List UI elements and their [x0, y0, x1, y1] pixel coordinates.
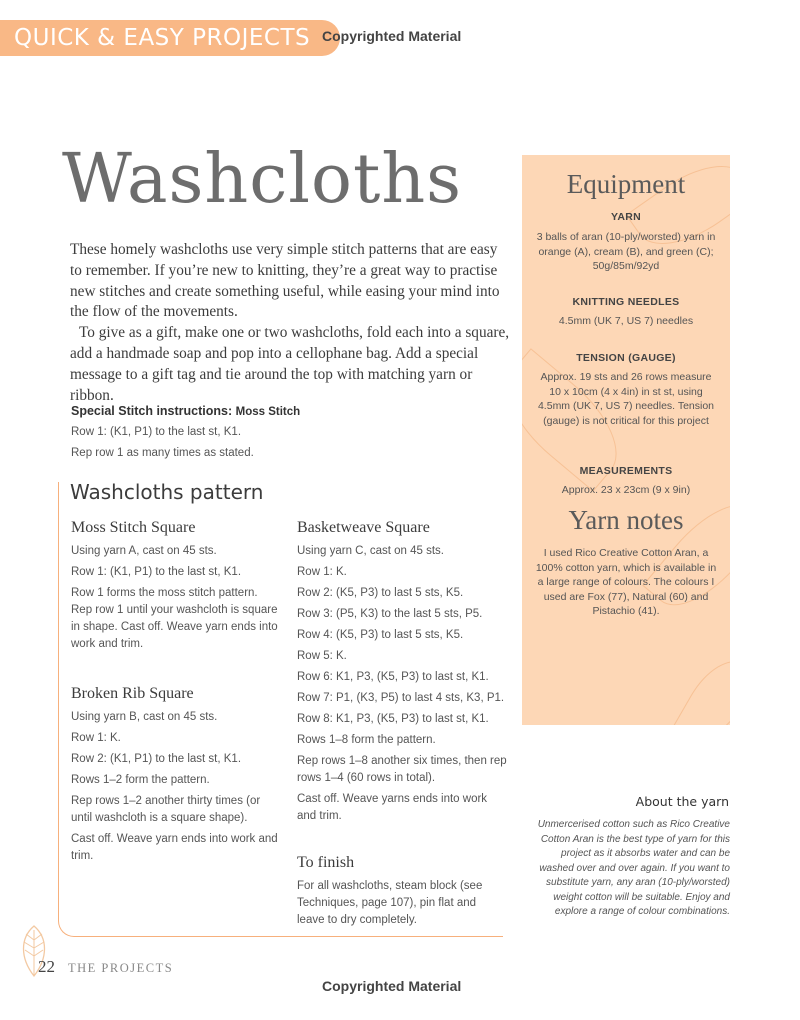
intro-paragraph-2: To give as a gift, make one or two washcloths, fold each into a square, add a handmade soap and pop into a cellophane bag. Add a special message to a gift tag and tie around the top with matching yarn or ribbon. [70, 324, 510, 404]
yarn-notes-text: I used Rico Creative Cotton Aran, a 100% cotton yarn, which is available in a large range of colours. The colours I used are Fox (77), Natural (60) and Pistachio (41). [535, 547, 717, 617]
broken-rib-title: Broken Rib Square [71, 685, 194, 702]
equipment-sidebar [522, 155, 730, 725]
basket-line-3: Row 2: (K5, P3) to last 5 sts, K5. [297, 587, 464, 599]
basket-line-4: Row 3: (P5, K3) to the last 5 sts, P5. [297, 608, 483, 620]
moss-stitch-section [71, 519, 281, 657]
broken-line-6: Cast off. Weave yarn ends into work and trim. [71, 833, 278, 862]
about-yarn-title: About the yarn [635, 794, 729, 809]
broken-rib-section [71, 685, 281, 869]
moss-line-1: Using yarn A, cast on 45 sts. [71, 545, 217, 557]
broken-line-4: Rows 1–2 form the pattern. [71, 774, 210, 786]
intro-paragraph-1: These homely washcloths use very simple stitch patterns that are easy to remember. If you’re new to knitting, they’re a great way to practise new stitches and create something useful, while easing your mind into the flow of the movements. [70, 241, 500, 321]
yarn-label: YARN [611, 211, 641, 223]
basketweave-title: Basketweave Square [297, 519, 430, 536]
special-stitch-name: Moss Stitch [235, 406, 301, 418]
basket-line-7: Row 6: K1, P3, (K5, P3) to last st, K1. [297, 671, 489, 683]
finish-title: To finish [297, 854, 355, 871]
finish-section [297, 854, 497, 933]
moss-stitch-title: Moss Stitch Square [71, 519, 196, 536]
basket-line-10: Rows 1–8 form the pattern. [297, 734, 436, 746]
broken-line-5: Rep rows 1–2 another thirty times (or until washcloth is a square shape). [71, 795, 261, 824]
broken-line-3: Row 2: (K1, P1) to the last st, K1. [71, 753, 242, 765]
basket-line-6: Row 5: K. [297, 650, 347, 662]
special-stitch-row-2: Rep row 1 as many times as stated. [71, 447, 254, 459]
needles-label: KNITTING NEEDLES [572, 296, 680, 308]
tension-text: Approx. 19 sts and 26 rows measure 10 x 10cm (4 x 4in) in st st, using 4.5mm (UK 7, US 7) needles. Tension (gauge) is not critical for this project [537, 371, 715, 427]
copyright-top: Copyrighted Material [322, 28, 462, 44]
page-title: Washcloths [62, 140, 463, 219]
moss-line-2: Row 1: (K1, P1) to the last st, K1. [71, 566, 242, 578]
needles-text: 4.5mm (UK 7, US 7) needles [558, 315, 694, 327]
measurements-label: MEASUREMENTS [579, 465, 673, 477]
yarn-text: 3 balls of aran (10-ply/worsted) yarn in orange (A), cream (B), and green (C); 50g/85m/92yd [536, 231, 716, 272]
special-stitch-label: Special Stitch instructions: [71, 404, 236, 418]
broken-line-1: Using yarn B, cast on 45 sts. [71, 711, 218, 723]
broken-line-2: Row 1: K. [71, 732, 121, 744]
special-stitch-row-1: Row 1: (K1, P1) to the last st, K1. [71, 426, 242, 438]
leaf-decoration-4 [673, 649, 730, 725]
intro-text [70, 240, 510, 406]
basket-line-5: Row 4: (K5, P3) to last 5 sts, K5. [297, 629, 464, 641]
moss-line-3: Row 1 forms the moss stitch pattern. Rep row 1 until your washcloth is square in shape. Cast off. Weave yarn ends into work and trim. [71, 587, 278, 650]
footer-section-name: THE PROJECTS [68, 961, 174, 975]
pattern-heading: Washcloths pattern [70, 480, 264, 504]
page-number: 22 [38, 957, 55, 976]
section-tab [0, 20, 340, 56]
tension-label: TENSION (GAUGE) [576, 352, 676, 364]
equipment-title: Equipment [566, 169, 686, 199]
copyright-bottom: Copyrighted Material [322, 978, 462, 994]
basket-line-8: Row 7: P1, (K3, P5) to last 4 sts, K3, P1. [297, 692, 505, 704]
basket-line-9: Row 8: K1, P3, (K5, P3) to last st, K1. [297, 713, 489, 725]
special-stitch-heading [71, 404, 300, 418]
yarn-notes-title: Yarn notes [568, 505, 684, 535]
basket-line-2: Row 1: K. [297, 566, 347, 578]
about-yarn-text: Unmercerised cotton such as Rico Creative Cotton Aran is the best type of yarn for this project as it absorbs water and can be washed over and over again. If you want to substitute yarn, any aran (10-ply/worsted) weight cotton will be suitable. Enjoy and explore a range of colour combinations. [537, 819, 730, 917]
basket-line-1: Using yarn C, cast on 45 sts. [297, 545, 445, 557]
basketweave-section [297, 519, 509, 829]
basket-line-12: Cast off. Weave yarns ends into work and trim. [297, 793, 488, 822]
basket-line-11: Rep rows 1–8 another six times, then rep rows 1–4 (60 rows in total). [297, 755, 507, 784]
section-tab-label: QUICK & EASY PROJECTS [14, 25, 311, 51]
finish-text: For all washcloths, steam block (see Techniques, page 107), pin flat and leave to dry completely. [297, 880, 483, 926]
measurements-text: Approx. 23 x 23cm (9 x 9in) [561, 484, 691, 496]
